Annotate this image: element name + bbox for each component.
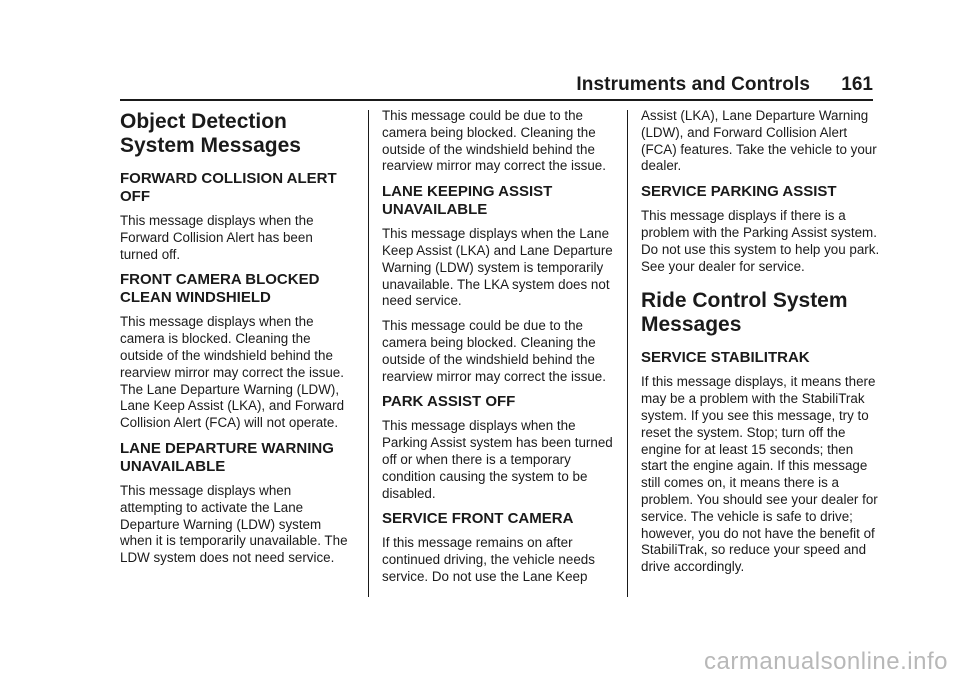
paragraph: This message displays when the camera is blocked. Cleaning the outside of the windshield behind the rearview mirror may correct the issue. The Lane Departure Warning (LDW), Lane Keep Assist (LKA), and Forward Collision Alert (FCA) will not operate. <box>120 314 345 431</box>
header-rule <box>120 99 873 101</box>
paragraph: This message displays when the Parking Assist system has been turned off or when there is a temporary condition causing the system to be disabled. <box>382 418 613 501</box>
subheading-service-stabilitrak: SERVICE STABILITRAK <box>641 349 810 367</box>
column-divider-1 <box>368 110 369 597</box>
subheading-front-camera-blocked: FRONT CAMERA BLOCKED CLEAN WINDSHIELD <box>120 271 320 307</box>
subheading-forward-collision-alert-off: FORWARD COLLISION ALERT OFF <box>120 170 337 205</box>
paragraph: This message displays when attempting to activate the Lane Departure Warning (LDW) system when it is temporarily unavailable. The LDW system does not need service. <box>120 482 348 566</box>
subheading-park-assist-off: PARK ASSIST OFF <box>382 393 516 411</box>
paragraph: This message could be due to the camera being blocked. Cleaning the outside of the windshield behind the rearview mirror may correct the issue. <box>382 318 606 384</box>
page-number: 161 <box>841 74 873 95</box>
page-header-title: Instruments and Controls <box>576 74 810 95</box>
paragraph: This message displays when the Lane Keep Assist (LKA) and Lane Departure Warning (LDW) system is temporarily unavailable. The LKA system does not need service. <box>382 226 613 309</box>
subheading-lane-departure-warning-unavailable: LANE DEPARTURE WARNING UNAVAILABLE <box>120 439 334 475</box>
section-heading-object-detection: Object Detection System Messages <box>120 110 301 157</box>
paragraph: This message displays if there is a problem with the Parking Assist system. Do not use this system to help you park. See your dealer for service. <box>641 208 880 274</box>
paragraph: If this message displays, it means there may be a problem with the StabiliTrak system. If you see this message, try to reset the system. Stop; turn off the engine for at least 15 seconds; then start the engine again. If this message still comes on, it means there is a problem. You should see your dealer for service. The vehicle is safe to drive; however, you do not have the benefit of StabiliTrak, so reduce your speed and drive accordingly. <box>641 374 878 575</box>
paragraph: Assist (LKA), Lane Departure Warning (LDW), and Forward Collision Alert (FCA) features. Take the vehicle to your dealer. <box>641 108 877 174</box>
paragraph: If this message remains on after continued driving, the vehicle needs service. Do not use the Lane Keep <box>382 535 595 584</box>
section-heading-ride-control: Ride Control System Messages <box>641 289 848 337</box>
column-3 <box>641 108 881 584</box>
subheading-service-front-camera: SERVICE FRONT CAMERA <box>382 510 574 528</box>
paragraph: This message displays when the Forward Collision Alert has been turned off. <box>120 213 314 262</box>
column-2 <box>382 108 616 594</box>
subheading-lane-keeping-assist-unavailable: LANE KEEPING ASSIST UNAVAILABLE <box>382 183 553 219</box>
column-1 <box>120 108 354 575</box>
column-divider-2 <box>627 110 628 597</box>
paragraph: This message could be due to the camera being blocked. Cleaning the outside of the windshield behind the rearview mirror may correct the issue. <box>382 108 606 174</box>
watermark-text: carmanualsonline.info <box>704 648 948 675</box>
subheading-service-parking-assist: SERVICE PARKING ASSIST <box>641 183 837 201</box>
